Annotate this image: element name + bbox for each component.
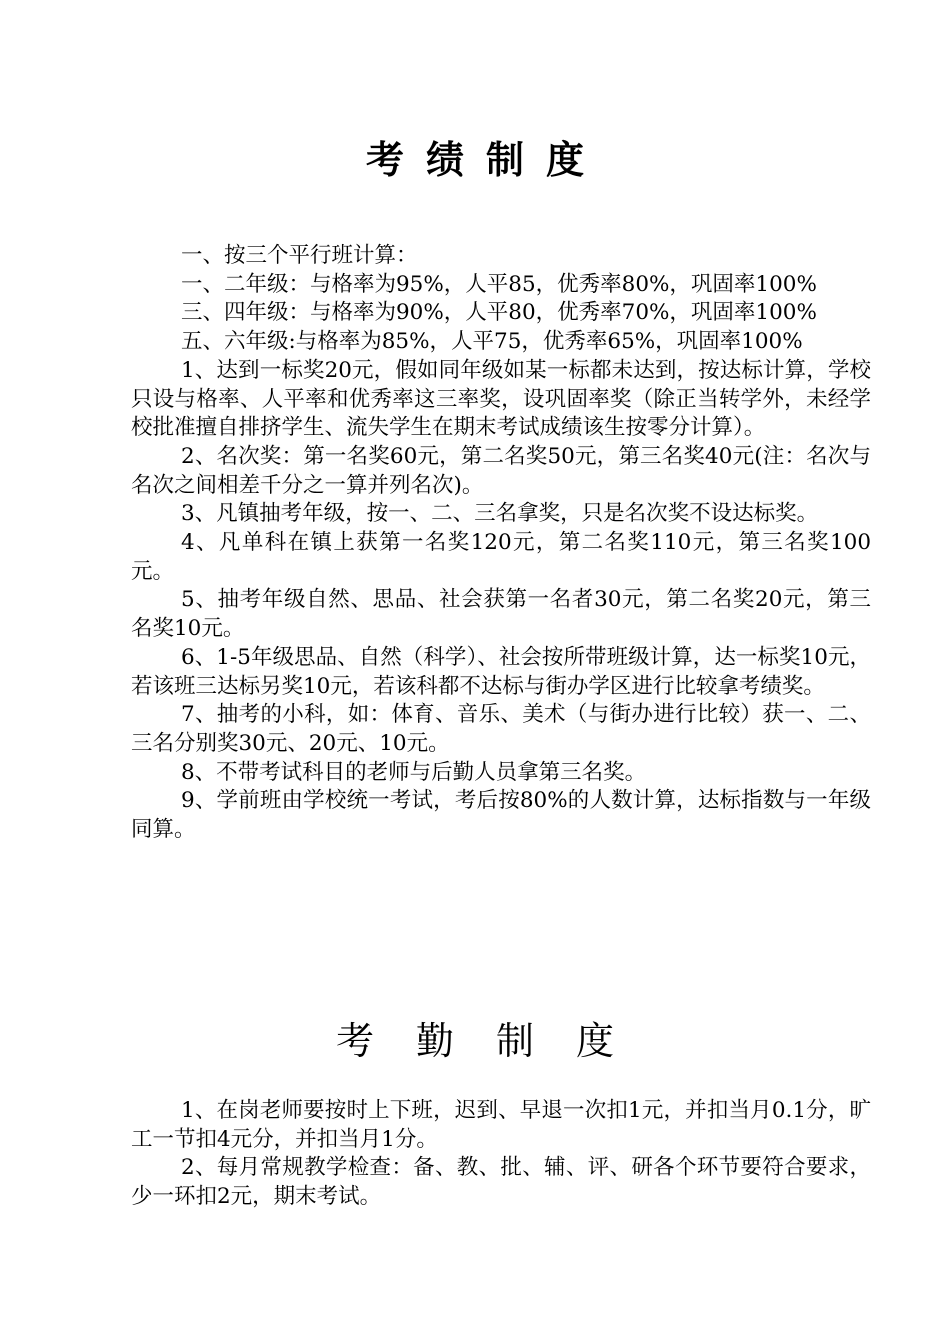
paragraph-parallel-classes: 一、按三个平行班计算：: [181, 243, 418, 268]
exam-performance-section: [131, 242, 871, 845]
attendance-rule-2: 2、每月常规教学检查：备、教、批、辅、评、研各个环节要符合要求，少一环扣2元，期末考试。: [131, 1155, 871, 1210]
paragraph-rule-8: 8、不带考试科目的老师与后勤人员拿第三名奖。: [181, 759, 647, 785]
paragraph-rule-9: 9、学前班由学校统一考试，考后按80%的人数计算，达标指数与一年级同算。: [131, 788, 871, 843]
paragraph-rule-3: 3、凡镇抽考年级，按一、二、三名拿奖，只是名次奖不设达标奖。: [181, 501, 819, 527]
attendance-section: [131, 1097, 871, 1212]
paragraph-rule-2: 2、名次奖：第一名奖60元，第二名奖50元，第三名奖40元(注：名次与名次之间相差千分之一算并列名次)。: [131, 443, 871, 498]
paragraph-grade-5-6: 五、六年级:与格率为85%，人平75，优秀率65%，巩固率100%: [181, 329, 803, 355]
paragraph-rule-1: 1、达到一标奖20元，假如同年级如某一标都未达到，按达标计算，学校只设与格率、人平率和优秀率这三率奖，设巩固率奖（除正当转学外，未经学校批准擅自排挤学生、流失学生在期末考试成绩该生按零分计算）。: [131, 357, 871, 441]
paragraph-grade-3-4: 三、四年级：与格率为90%，人平80，优秀率70%，巩固率100%: [181, 300, 817, 326]
exam-performance-title: 考绩制度: [365, 137, 606, 182]
paragraph-rule-5: 5、抽考年级自然、思品、社会获第一名者30元，第二名奖20元，第三名奖10元。: [131, 587, 871, 642]
attendance-title: 考勤制度: [335, 1019, 656, 1063]
paragraph-rule-7: 7、抽考的小科，如：体育、音乐、美术（与街办进行比较）获一、二、三名分别奖30元、20元、10元。: [131, 702, 871, 756]
attendance-rule-1: 1、在岗老师要按时上下班，迟到、早退一次扣1元，并扣当月0.1分，旷工一节扣4元分，并扣当月1分。: [131, 1098, 871, 1152]
paragraph-rule-4: 4、凡单科在镇上获第一名奖120元，第二名奖110元，第三名奖100元。: [131, 530, 871, 584]
paragraph-rule-6: 6、1-5年级思品、自然（科学）、社会按所带班级计算，达一标奖10元，若该班三达标另奖10元，若该科都不达标与街办学区进行比较拿考绩奖。: [131, 644, 871, 699]
paragraph-grade-1-2: 一、二年级：与格率为95%，人平85，优秀率80%，巩固率100%: [181, 271, 817, 297]
